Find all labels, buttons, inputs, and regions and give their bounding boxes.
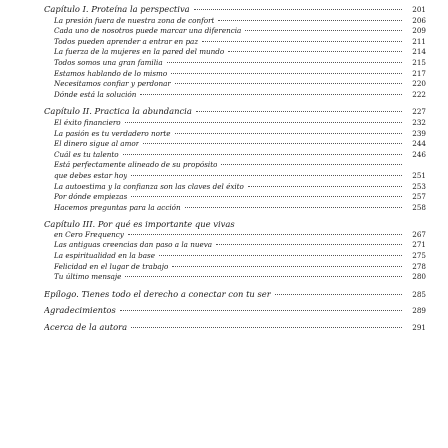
- page-number: 244: [412, 139, 426, 149]
- toc-about-author[interactable]: [44, 322, 426, 334]
- page-number: 246: [412, 149, 426, 159]
- leader-dots: [216, 244, 402, 245]
- page-number: 215: [412, 57, 426, 67]
- toc-entry[interactable]: [44, 160, 426, 171]
- leader-dots: [131, 196, 402, 197]
- entry-text: El dinero sigue al amor: [54, 139, 140, 149]
- leader-dots: [248, 186, 402, 187]
- leader-dots: [125, 122, 402, 123]
- toc-entry[interactable]: [44, 139, 426, 150]
- leader-dots: [128, 234, 402, 235]
- entry-text: La presión fuera de nuestra zona de confort: [54, 15, 215, 25]
- leader-dots: [194, 9, 402, 10]
- entry-text: Dónde está la solución: [54, 89, 137, 99]
- chapter-title: Capítulo III. Por qué es importante que vivas: [44, 219, 235, 230]
- page-number: 232: [412, 117, 426, 127]
- page-number: 267: [412, 229, 426, 239]
- leader-dots: [275, 294, 402, 295]
- entry-text: Felicidad en el lugar de trabajo: [54, 261, 169, 271]
- chapter-title: Capítulo I. Proteína la perspectiva: [44, 4, 190, 14]
- page-number: 211: [412, 36, 426, 46]
- entry-text: La autoestima y la confianza son las claves del éxito: [54, 181, 244, 191]
- leader-dots: [175, 83, 402, 84]
- page-number: 285: [412, 289, 426, 299]
- page-number: 239: [412, 128, 426, 138]
- entry-text: Estamos hablando de lo mismo: [54, 68, 168, 78]
- page-number: 289: [412, 306, 426, 316]
- page-number: 291: [412, 323, 426, 333]
- toc-entry[interactable]: [44, 251, 426, 262]
- leader-dots: [228, 51, 402, 52]
- leader-dots: [172, 266, 402, 267]
- toc-entry[interactable]: [44, 90, 426, 101]
- chapter-3: [44, 219, 426, 283]
- page-number: 227: [412, 107, 426, 117]
- page-number: 222: [412, 89, 426, 99]
- leader-dots: [167, 62, 402, 63]
- entry-text: Hacemos preguntas para la acción: [54, 202, 181, 212]
- toc-entry[interactable]: [44, 272, 426, 283]
- chapter-title-row[interactable]: [44, 106, 426, 118]
- toc-entry[interactable]: [44, 58, 426, 69]
- page-number: 217: [412, 68, 426, 78]
- toc-entry[interactable]: [44, 37, 426, 48]
- entry-text: Epílogo. Tienes todo el derecho a conectar con tu ser: [44, 288, 271, 299]
- leader-dots: [202, 41, 402, 42]
- leader-dots: [196, 111, 402, 112]
- leader-dots: [159, 255, 402, 256]
- leader-dots: [218, 20, 402, 21]
- leader-dots: [123, 154, 402, 155]
- entry-text: Agradecimientos: [44, 305, 116, 316]
- entry-text: Las antiguas creencias dan paso a la nueva: [54, 240, 213, 250]
- page-number: 201: [412, 5, 426, 14]
- page-number: 220: [412, 79, 426, 89]
- entry-text: Tu último mensaje: [54, 272, 122, 282]
- leader-dots: [143, 143, 402, 144]
- toc-entry[interactable]: [44, 203, 426, 214]
- toc-entry[interactable]: [44, 182, 426, 193]
- toc-entry[interactable]: [44, 16, 426, 27]
- leader-dots: [221, 164, 402, 165]
- chapter-title-row[interactable]: [44, 219, 426, 230]
- page-number: 257: [412, 192, 426, 202]
- chapter-2: [44, 106, 426, 213]
- leader-dots: [185, 207, 402, 208]
- leader-dots: [245, 30, 402, 31]
- toc-entry[interactable]: [44, 240, 426, 251]
- toc-entry[interactable]: [44, 150, 426, 161]
- page-number: 251: [412, 170, 426, 180]
- entry-text: Acerca de la autora: [44, 322, 128, 333]
- leader-dots: [120, 310, 402, 311]
- page-number: 214: [412, 47, 426, 57]
- entry-text: La fuerza de la mujeres en la pared del mundo: [54, 47, 225, 57]
- toc-entry[interactable]: [44, 230, 426, 241]
- entry-text: La pasión es tu verdadero norte: [54, 128, 171, 138]
- page-number: 258: [412, 202, 426, 212]
- chapter-1: [44, 4, 426, 100]
- entry-text: Está perfectamente alineado de su propósito: [54, 160, 218, 170]
- entry-text: Cada uno de nosotros puede marcar una diferencia: [54, 26, 242, 36]
- toc-entry[interactable]: [44, 26, 426, 37]
- toc-entry[interactable]: [44, 47, 426, 58]
- toc-entry[interactable]: [44, 118, 426, 129]
- leader-dots: [131, 327, 402, 328]
- toc-entry[interactable]: [44, 79, 426, 90]
- page-number: 209: [412, 26, 426, 36]
- leader-dots: [171, 73, 402, 74]
- entry-text: Necesitamos confiar y perdonar: [54, 79, 171, 89]
- toc-entry[interactable]: [44, 129, 426, 140]
- toc-entry[interactable]: [44, 262, 426, 273]
- entry-text: Cuál es tu talento: [54, 149, 119, 159]
- leader-dots: [131, 175, 402, 176]
- entry-text: Todos somos una gran familia: [54, 57, 163, 67]
- entry-text: El éxito financiero: [54, 117, 121, 127]
- page-number: 271: [412, 240, 426, 250]
- entry-text: que debes estar hoy: [54, 170, 128, 180]
- page-number: 206: [412, 15, 426, 25]
- leader-dots: [140, 94, 402, 95]
- toc-entry[interactable]: [44, 171, 426, 182]
- entry-text: Por dónde empiezas: [54, 192, 128, 202]
- toc-entry[interactable]: [44, 69, 426, 80]
- entry-text: Todos pueden aprender a entrar en paz: [54, 36, 199, 46]
- page-number: 275: [412, 251, 426, 261]
- chapter-title-row[interactable]: [44, 4, 426, 16]
- entry-text: La espiritualidad en la base: [54, 251, 155, 261]
- toc-acknowledgements[interactable]: [44, 305, 426, 317]
- entry-text: en Cero Frequency: [54, 229, 124, 239]
- leader-dots: [125, 276, 402, 277]
- page-number: 253: [412, 181, 426, 191]
- page-number: 278: [412, 261, 426, 271]
- toc-epilogue[interactable]: [44, 289, 426, 301]
- chapter-title: Capítulo II. Practica la abundancia: [44, 106, 192, 117]
- page-number: 280: [412, 272, 426, 282]
- toc-entry[interactable]: [44, 192, 426, 203]
- leader-dots: [175, 133, 402, 134]
